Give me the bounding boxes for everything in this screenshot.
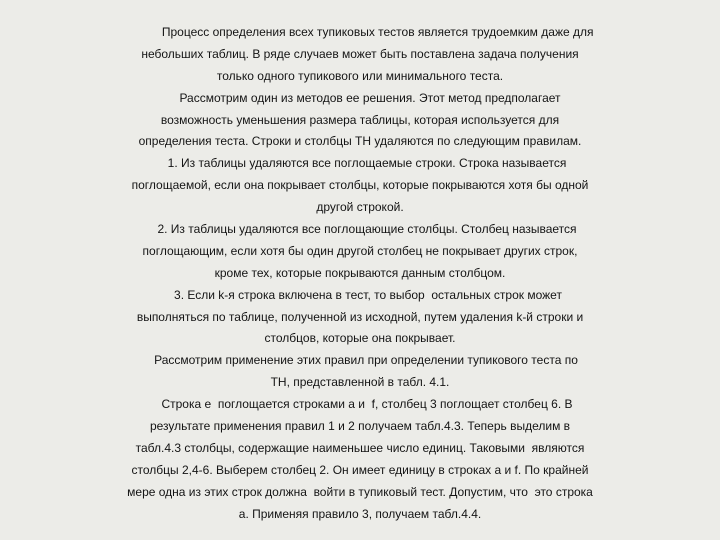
text-line: Строка е поглощается строками а и f, столбец 3 поглощает столбец 6. В	[161, 397, 573, 412]
text-line: Процесс определения всех тупиковых тестов является трудоемким даже для	[148, 25, 594, 39]
text-line: поглощаемой, если она покрывает столбцы, которые покрываются хотя бы одной	[131, 178, 589, 193]
text-line: 1. Из таблицы удаляются все поглощаемые строки. Строка называется	[167, 156, 567, 171]
text-line: ТН, представленной в табл. 4.1.	[270, 375, 450, 390]
text-line: выполняться по таблице, полученной из исходной, путем удаления k-й строки и	[136, 309, 584, 324]
text-line: другой строкой.	[316, 200, 404, 215]
text-line: только одного тупикового или минимального теста.	[216, 68, 504, 83]
text-line: столбцов, которые она покрывает.	[264, 331, 456, 346]
text-line: определения теста. Строки и столбцы ТН удаляются по следующим правилам.	[138, 134, 582, 149]
text-line: 2. Из таблицы удаляются все поглощающие столбцы. Столбец называется	[157, 222, 577, 237]
text-line: столбцы 2,4-6. Выберем столбец 2. Он имеет единицу в строках а и f. По крайней	[131, 462, 589, 477]
text-line: мере одна из этих строк должна войти в тупиковый тест. Допустим, что это строка	[127, 484, 593, 499]
text-line: Рассмотрим применение этих правил при определении тупикового теста по	[154, 353, 578, 368]
text-line: возможность уменьшения размера таблицы, которая используется для	[160, 112, 560, 127]
text-line: 3. Если k-я строка включена в тест, то выбор остальных строк может	[174, 287, 562, 302]
text-line: небольших таблиц. В ряде случаев может быть поставлена задача получения	[141, 46, 579, 61]
text-line: табл.4.3 столбцы, содержащие наименьшее число единиц. Таковыми являются	[135, 440, 585, 455]
text-line: кроме тех, которые покрываются данным столбцом.	[214, 265, 506, 280]
text-line: поглощающим, если хотя бы один другой столбец не покрывает других строк,	[142, 243, 578, 258]
text-line: Рассмотрим один из методов ее решения. Этот метод предполагает	[179, 90, 561, 105]
text-line: а. Применяя правило 3, получаем табл.4.4.	[238, 506, 482, 521]
text-line: результате применения правил 1 и 2 получаем табл.4.3. Теперь выделим в	[149, 419, 571, 434]
document-text	[0, 22, 720, 525]
